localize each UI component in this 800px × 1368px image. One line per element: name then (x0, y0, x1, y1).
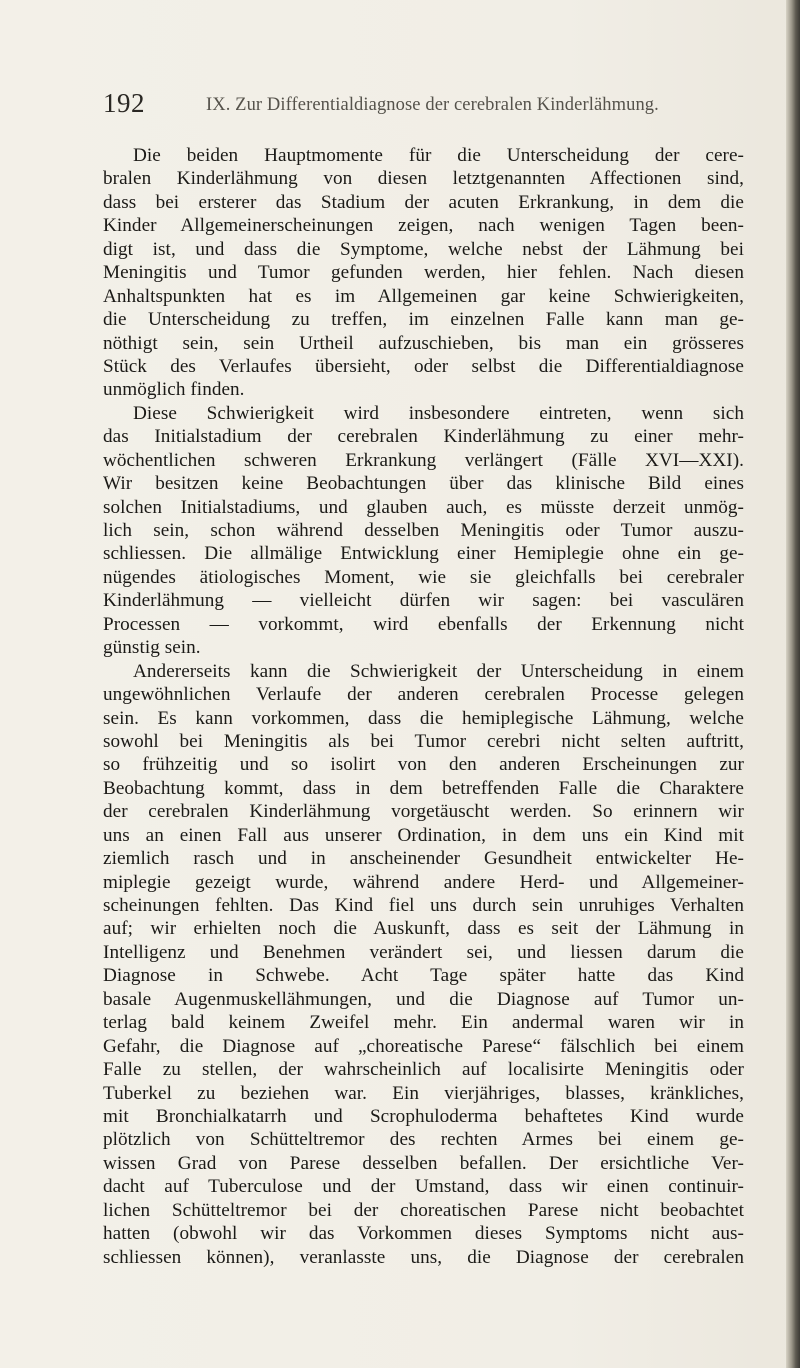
page-edge-shadow (786, 0, 800, 1368)
text-line: basale Augenmuskellähmungen, und die Diagnose auf Tumor un- (103, 988, 744, 1010)
text-line: Meningitis und Tumor gefunden werden, hier fehlen. Nach diesen (103, 262, 744, 284)
text-line: dacht auf Tuberculose und der Umstand, dass wir einen continuir- (103, 1176, 744, 1198)
text-line: unmöglich finden. (103, 379, 245, 401)
page-number: 192 (103, 88, 145, 118)
text-line: Die beiden Hauptmomente für die Unterscheidung der cere- (133, 145, 744, 166)
text-line: scheinungen fehlten. Das Kind fiel uns durch sein unruhiges Verhalten (103, 895, 744, 916)
text-line: wöchentlichen schweren Erkrankung verlängert (Fälle XVI—XXI). (103, 449, 744, 471)
text-line: ziemlich rasch und in anscheinender Gesundheit entwickelter He- (103, 848, 744, 870)
text-line: Processen — vorkommt, wird ebenfalls der Erkennung nicht (103, 613, 744, 635)
text-line: sowohl bei Meningitis als bei Tumor cerebri nicht selten auftritt, (103, 730, 744, 752)
text-line: schliessen. Die allmälige Entwicklung einer Hemiplegie ohne ein ge- (103, 543, 744, 565)
text-line: lichen Schütteltremor bei der choreatischen Parese nicht beobachtet (103, 1199, 744, 1221)
text-line: ungewöhnlichen Verlaufe der anderen cerebralen Processe gelegen (103, 684, 744, 706)
text-line: Diese Schwierigkeit wird insbesondere eintreten, wenn sich (133, 402, 744, 424)
text-line: Beobachtung kommt, dass in dem betreffenden Falle die Charaktere (103, 777, 744, 799)
text-line: Stück des Verlaufes übersieht, oder selbst die Differentialdiagnose (103, 355, 744, 377)
page-header (103, 88, 743, 116)
text-line: das Initialstadium der cerebralen Kinderlähmung zu einer mehr- (103, 426, 744, 448)
text-line: schliessen können), veranlasste uns, die Diagnose der cerebralen (103, 1246, 744, 1268)
text-line: mit Bronchialkatarrh und Scrophuloderma behaftetes Kind wurde (103, 1105, 744, 1127)
text-line: nöthigt sein, sein Urtheil aufzuschieben, bis man ein grösseres (103, 332, 744, 354)
text-line: digt ist, und dass die Symptome, welche nebst der Lähmung bei (103, 238, 744, 260)
text-line: Andererseits kann die Schwierigkeit der Unterscheidung in einem (133, 660, 744, 682)
text-line: Tuberkel zu beziehen war. Ein vierjähriges, blasses, kränkliches, (103, 1082, 744, 1104)
text-line: Diagnose in Schwebe. Acht Tage später hatte das Kind (103, 965, 744, 987)
text-line: hatten (obwohl wir das Vorkommen dieses Symptoms nicht aus- (103, 1223, 744, 1245)
text-line: auf; wir erhielten noch die Auskunft, dass es seit der Lähmung in (103, 918, 744, 940)
text-line: dass bei ersterer das Stadium der acuten Erkrankung, in dem die (103, 191, 744, 213)
text-line: Anhaltspunkten hat es im Allgemeinen gar keine Schwierigkeiten, (103, 285, 744, 307)
text-line: bralen Kinderlähmung von diesen letztgenannten Affectionen sind, (103, 168, 744, 190)
text-line: so frühzeitig und so isolirt von den anderen Erscheinungen zur (103, 754, 744, 776)
text-line: Kinder Allgemeinerscheinungen zeigen, nach wenigen Tagen been- (103, 215, 744, 237)
text-line: Kinderlähmung — vielleicht dürfen wir sagen: bei vasculären (103, 590, 744, 612)
text-line: der cerebralen Kinderlähmung vorgetäuscht werden. So erinnern wir (103, 801, 744, 823)
text-line: Intelligenz und Benehmen verändert sei, und liessen darum die (103, 941, 744, 963)
body-text (103, 144, 744, 1269)
text-line: nügendes ätiologisches Moment, wie sie gleichfalls bei cerebraler (103, 566, 744, 588)
text-line: günstig sein. (103, 637, 201, 659)
text-line: terlag bald keinem Zweifel mehr. Ein andermal waren wir in (103, 1012, 744, 1034)
text-line: Falle zu stellen, der wahrscheinlich auf localisirte Meningitis oder (103, 1059, 744, 1081)
running-title: IX. Zur Differentialdiagnose der cerebralen Kinderlähmung. (206, 95, 659, 115)
text-line: solchen Initialstadiums, und glauben auch, es müsste derzeit unmög- (103, 496, 744, 518)
text-line: die Unterscheidung zu treffen, im einzelnen Falle kann man ge- (103, 309, 744, 331)
text-line: Gefahr, die Diagnose auf „choreatische Parese“ fälschlich bei einem (103, 1035, 744, 1057)
text-line: wissen Grad von Parese desselben befallen. Der ersichtliche Ver- (103, 1152, 744, 1174)
text-line: miplegie gezeigt wurde, während andere Herd- und Allgemeiner- (103, 871, 744, 893)
text-line: uns an einen Fall aus unserer Ordination, in dem uns ein Kind mit (103, 824, 744, 846)
text-line: plötzlich von Schütteltremor des rechten Armes bei einem ge- (103, 1129, 744, 1151)
text-line: sein. Es kann vorkommen, dass die hemiplegische Lähmung, welche (103, 707, 744, 729)
text-line: Wir besitzen keine Beobachtungen über das klinische Bild eines (103, 473, 744, 495)
text-line: lich sein, schon während desselben Meningitis oder Tumor auszu- (103, 520, 744, 541)
